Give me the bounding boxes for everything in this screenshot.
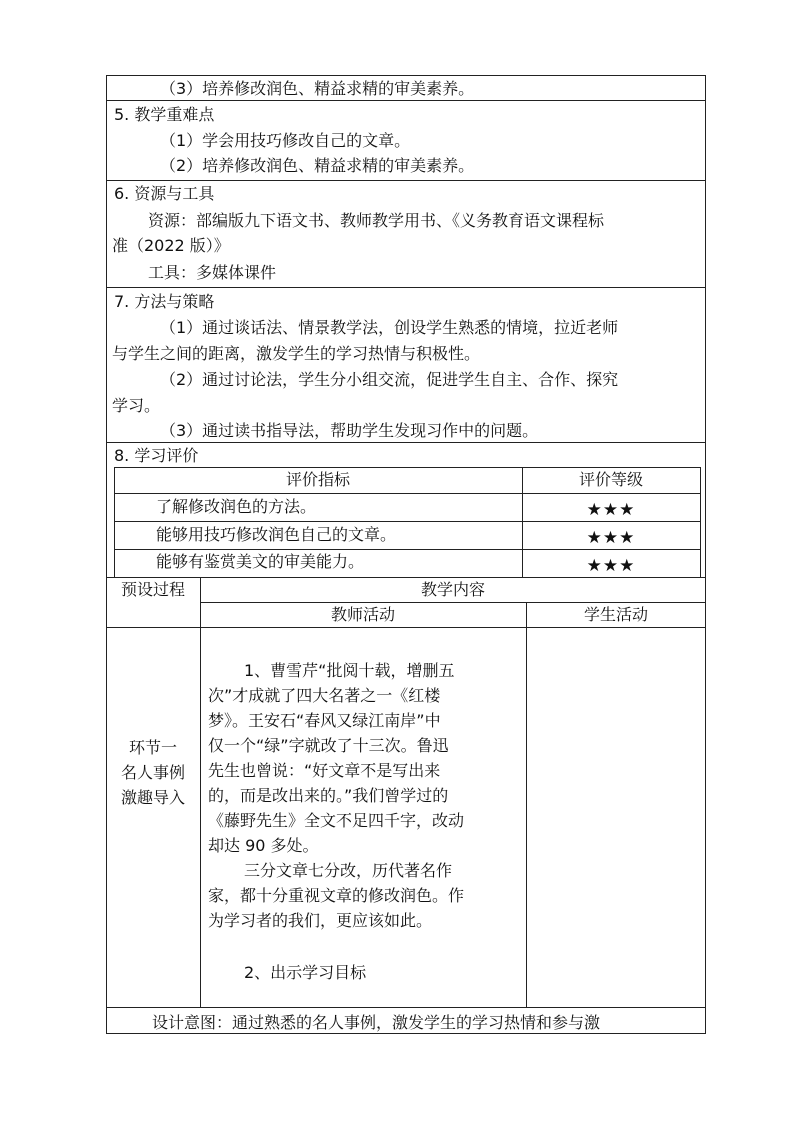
row-divider (106, 180, 706, 181)
process-header-teacher: 教师活动 (330, 605, 395, 624)
row-divider (106, 442, 706, 443)
row-divider (106, 577, 706, 578)
teacher-p1-line-3: 梦》。王安石“春风又绿江南岸”中 (208, 711, 441, 730)
eval-header-indicator: 评价指标 (285, 470, 350, 489)
teacher-p1-line-5: 先生也曾说：“好文章不是写出来 (208, 761, 441, 780)
teacher-p1-line-2: 次”才成就了四大名著之一《红楼 (208, 686, 441, 705)
teacher-p1-line-6: 的，而是改出来的。”我们曾学过的 (208, 786, 449, 805)
eval-indicator-1: 了解修改润色的方法。 (156, 497, 317, 516)
process-header-preset: 预设过程 (120, 580, 185, 599)
eval-table-line (114, 493, 700, 494)
process-header-student: 学生活动 (583, 605, 648, 624)
resources-line-2: 准（2022 版）》 (112, 236, 230, 255)
row-divider (106, 1007, 706, 1008)
method-1-line-1: （1）通过谈话法、情景教学法，创设学生熟悉的情境，拉近老师 (160, 318, 619, 337)
section-5-heading: 5. 教学重难点 (114, 105, 215, 124)
section-7-heading: 7. 方法与策略 (114, 292, 215, 311)
teacher-p3: 2、出示学习目标 (244, 963, 367, 982)
stage-label-line-3: 激趣导入 (120, 788, 185, 807)
eval-table-line (114, 549, 700, 550)
teacher-p1-line-4: 仅一个“绿”字就改了十三次。鲁迅 (208, 736, 449, 755)
key-point-2: （2）培养修改润色、精益求精的审美素养。 (160, 156, 475, 175)
section-8-heading: 8. 学习评价 (114, 446, 199, 465)
resources-line-1: 资源：部编版九下语文书、教师教学用书、《义务教育语文课程标 (148, 211, 605, 230)
objective-item-3: （3）培养修改润色、精益求精的审美素养。 (160, 79, 475, 98)
stage-label-line-1: 环节一 (128, 738, 177, 757)
eval-level-1-stars: ★★★ (586, 500, 636, 520)
key-point-1: （1）学会用技巧修改自己的文章。 (160, 131, 411, 150)
row-divider (106, 100, 706, 101)
teacher-p2-line-1: 三分文章七分改，历代著名作 (244, 861, 453, 880)
eval-table-line (114, 467, 700, 468)
teacher-p1-line-1: 1、曹雪芹“批阅十载，增删五 (244, 661, 455, 680)
row-divider (106, 627, 706, 628)
section-6-heading: 6. 资源与工具 (114, 184, 215, 203)
teacher-p1-line-8: 却达 90 多处。 (208, 836, 319, 855)
eval-indicator-2: 能够用技巧修改润色自己的文章。 (156, 525, 397, 544)
eval-level-2-stars: ★★★ (586, 528, 636, 548)
eval-header-level: 评价等级 (578, 470, 643, 489)
design-intent: 设计意图：通过熟悉的名人事例，激发学生的学习热情和参与激 (152, 1013, 601, 1032)
eval-table-line (114, 521, 700, 522)
method-2-line-2: 学习。 (112, 396, 161, 415)
stage-label-line-2: 名人事例 (120, 763, 185, 782)
row-divider (106, 287, 706, 288)
method-1-line-2: 与学生之间的距离，激发学生的学习热情与积极性。 (112, 344, 481, 363)
teacher-p2-line-2: 家，都十分重视文章的修改润色。作 (208, 886, 465, 905)
eval-level-3-stars: ★★★ (586, 556, 636, 576)
method-2-line-1: （2）通过讨论法，学生分小组交流，促进学生自主、合作、探究 (160, 370, 619, 389)
column-divider (526, 602, 527, 1007)
column-divider (200, 577, 201, 1007)
teacher-p1-line-7: 《藤野先生》全文不足四千字，改动 (208, 811, 465, 830)
method-3: （3）通过读书指导法，帮助学生发现习作中的问题。 (160, 421, 539, 440)
tools-line: 工具：多媒体课件 (148, 263, 277, 282)
row-divider (200, 602, 706, 603)
eval-indicator-3: 能够有鉴赏美文的审美能力。 (156, 552, 365, 571)
teacher-p2-line-3: 为学习者的我们，更应该如此。 (208, 911, 433, 930)
process-header-content: 教学内容 (420, 580, 485, 599)
eval-table-line (700, 467, 701, 577)
